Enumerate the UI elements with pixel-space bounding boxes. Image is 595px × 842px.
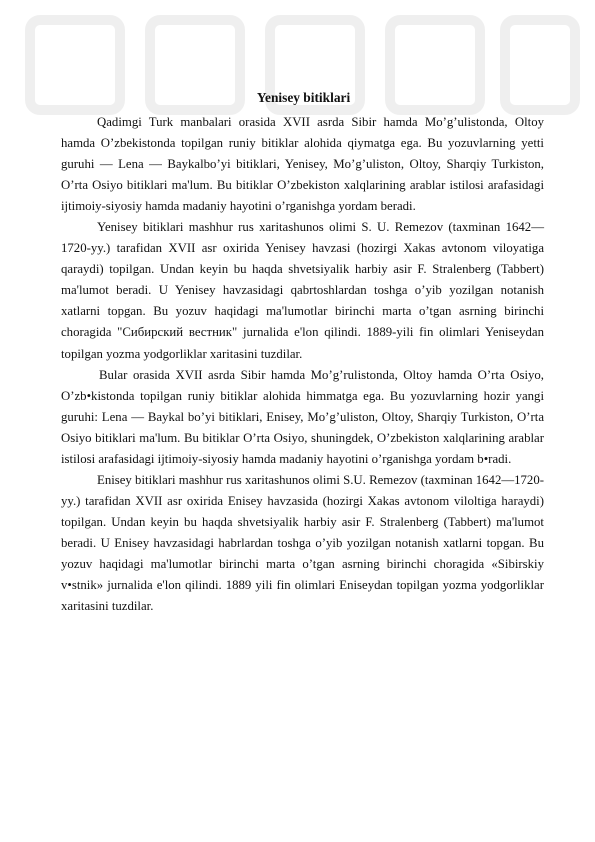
- paragraph-1: Qadimgi Turk manbalari orasida XVII asrda Sibir hamda Mo’g’ulistonda, Oltoy hamda O’zbekistonda topilgan runiy bitiklar alohida qiymatga ega. Bu yozuvlarning yetti guruhi — Lena — Baykalbo’yi bitiklari, Yenisey, Mo’g’uliston, Oltoy, Sharqiy Turkiston, O’rta Osiyo bitiklari ma'lum. Bu bitiklar O’zbekiston xalqlarining arablar istilosi arafasidagi ijtimoiy-siyosiy hamda madaniy hayotini o’rganishga yordam beradi.: [61, 115, 544, 214]
- paragraph-2: Yenisey bitiklari mashhur rus xaritashunos olimi S. U. Remezov (taxminan 1642— 1720-yy.) tarafidan XVII asr oxirida Yenisey havzasi (hozirgi Xakas avtonom viloyatiga qaraydi) topilgan. Undan keyin bu haqda shvetsiyalik harbiy asir F. Stralenberg (Tabbert) ma'lumot beradi. U Yenisey havzasidagi qabrtoshlardan toshga o’yib yozilgan notanish xatlarni topgan. Bu yozuv haqidagi ma'lumotlar birinchi marta o’tgan asrning birinchi choragida "Сибирский вестник" jurnalida e'lon qilindi. 1889-yili fin olimlari Yeniseydan topilgan yozma yodgorliklar xaritasini tuzdilar.: [61, 220, 544, 361]
- document-page: [61, 88, 544, 617]
- paragraph-4: Enisey bitiklari mashhur rus xaritashunos olimi S.U. Remezov (taxminan 1642—1720-yy.) tarafidan XVII asr oxirida Enisey havzasida (hozirgi Xakas avtonom viloltiga haraydi) topilgan. Undan keyin bu haqda shvetsiyalik harbiy asir F. Stralenberg (Tabbert) ma'lumot beradi. U Enisey havzasidagi habrlardan toshga o’yib yozilgan notanish xatlarni topgan. Bu yozuv haqidagi ma'lumotlar birinchi marta o’tgan asrning birinchi choragida «Sibirskiy v•stnik» jurnalida e'lon qilindi. 1889 yili fin olimlari Eniseydan topilgan yozma yodgorliklar xaritasini tuzdilar.: [61, 472, 544, 614]
- paragraph-3: Bular orasida XVII asrda Sibir hamda Mo’g’rulistonda, Oltoy hamda O’rta Osiyo, O’zb•kistonda topilgan runiy bitiklar alohida himmatga ega. Bu yozuvlarning hozir yangi guruhi: Lena — Baykal bo’yi bitiklari, Enisey, Mo’g’uliston, Oltoy, Sharqiy Turkiston, O’rta Osiyo bitiklari ma'lum. Bu bitiklar O’rta Osiyo, shuningdek, O’zbekiston xalqlarining arablar istilosi arafasidagi ijtimoiy-siyosiy hamda madaniy hayotini o’rganishga yordam b•radi.: [61, 367, 544, 466]
- document-title: Yenisey bitiklari: [256, 90, 351, 105]
